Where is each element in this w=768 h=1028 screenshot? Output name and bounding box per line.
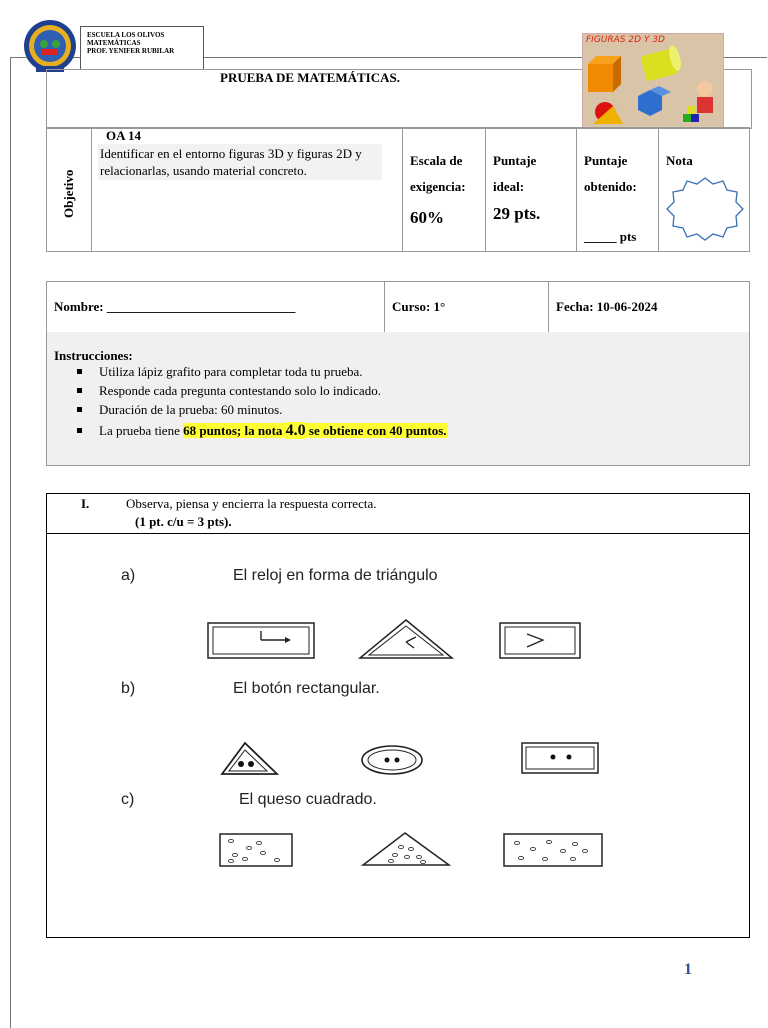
instructions-list bbox=[67, 362, 447, 440]
triangle-clock-icon[interactable] bbox=[358, 618, 454, 660]
info-table bbox=[46, 127, 750, 252]
question-c-letter: c) bbox=[121, 791, 135, 808]
rectangle-button-icon[interactable] bbox=[521, 742, 601, 776]
grade-star-badge-icon[interactable] bbox=[667, 176, 743, 242]
school-name: ESCUELA LOS OLIVOS bbox=[87, 31, 165, 39]
page-number: 1 bbox=[684, 961, 692, 978]
obtained-blank[interactable]: _____ pts bbox=[584, 229, 637, 244]
subject-name: MATEMÁTICAS bbox=[87, 39, 141, 47]
ideal-label-2: ideal: bbox=[493, 179, 525, 194]
bullet-icon bbox=[77, 369, 82, 374]
school-info-box bbox=[80, 26, 204, 70]
ideal-value: 29 pts. bbox=[493, 204, 541, 223]
rectangle-cheese-icon[interactable] bbox=[503, 833, 605, 869]
bullet-icon bbox=[77, 388, 82, 393]
school-logo-icon bbox=[22, 18, 78, 74]
student-info-table bbox=[46, 281, 750, 333]
question-c-text: El queso cuadrado. bbox=[239, 791, 377, 808]
objective-label-cell bbox=[47, 128, 92, 251]
scale-label-1: Escala de bbox=[410, 153, 463, 168]
rectangle-clock-icon[interactable] bbox=[207, 622, 317, 660]
section-1-header bbox=[47, 494, 749, 534]
name-field[interactable]: Nombre: _____________________________ bbox=[47, 282, 385, 332]
instructions-title: Instrucciones: bbox=[54, 348, 133, 363]
triangle-cheese-icon[interactable] bbox=[361, 831, 451, 869]
grade-label: Nota bbox=[666, 153, 693, 168]
question-a-letter: a) bbox=[121, 567, 136, 584]
section-points: (1 pt. c/u = 3 pts). bbox=[135, 514, 232, 529]
objective-cell bbox=[92, 128, 403, 251]
question-b-text: El botón rectangular. bbox=[233, 680, 380, 697]
instruction-item: Duración de la prueba: 60 minutos. bbox=[67, 400, 447, 419]
instruction-item: Utiliza lápiz grafito para completar toda tu prueba. bbox=[67, 362, 447, 381]
instructions-box bbox=[46, 332, 750, 466]
section-number: I. bbox=[81, 496, 90, 511]
question-a-text: El reloj en forma de triángulo bbox=[233, 567, 438, 584]
teacher-name: PROF. YENIFER RUBILAR bbox=[87, 47, 175, 55]
instruction-item: Responde cada pregunta contestando solo lo indicado. bbox=[67, 381, 447, 400]
obtained-label-1: Puntaje bbox=[584, 153, 628, 168]
objective-label: Objetivo bbox=[61, 169, 76, 218]
scale-value: 60% bbox=[410, 208, 444, 227]
course-field: Curso: 1° bbox=[385, 282, 549, 332]
obtained-score-cell bbox=[577, 128, 659, 251]
instruction-item: La prueba tiene 68 puntos; la nota 4.0 se obtiene con 40 puntos. bbox=[67, 421, 447, 440]
scale-label-2: exigencia: bbox=[410, 179, 466, 194]
obtained-label-2: obtenido: bbox=[584, 179, 637, 194]
square-clock-icon[interactable] bbox=[499, 622, 583, 660]
grade-cell bbox=[659, 128, 751, 251]
square-cheese-icon[interactable] bbox=[219, 833, 295, 869]
section-statement: Observa, piensa y encierra la respuesta correcta. bbox=[126, 496, 377, 511]
question-b-letter: b) bbox=[121, 680, 136, 697]
circle-button-icon[interactable] bbox=[360, 744, 428, 778]
ideal-score-cell bbox=[486, 128, 577, 251]
section-1 bbox=[46, 493, 750, 938]
page-title: PRUEBA DE MATEMÁTICAS. bbox=[220, 70, 400, 85]
figures-illustration bbox=[582, 33, 724, 128]
scale-cell bbox=[403, 128, 486, 251]
oa-code: OA 14 bbox=[106, 128, 142, 143]
oa-description: Identificar en el entorno figuras 3D y figuras 2D y relacionarlas, usando material concreto. bbox=[98, 144, 382, 180]
ideal-label-1: Puntaje bbox=[493, 153, 537, 168]
bullet-icon bbox=[77, 407, 82, 412]
bullet-icon bbox=[77, 428, 82, 433]
date-field: Fecha: 10-06-2024 bbox=[556, 299, 658, 314]
figures-caption: FIGURAS 2D Y 3D bbox=[586, 35, 665, 45]
triangle-button-icon[interactable] bbox=[221, 742, 289, 776]
